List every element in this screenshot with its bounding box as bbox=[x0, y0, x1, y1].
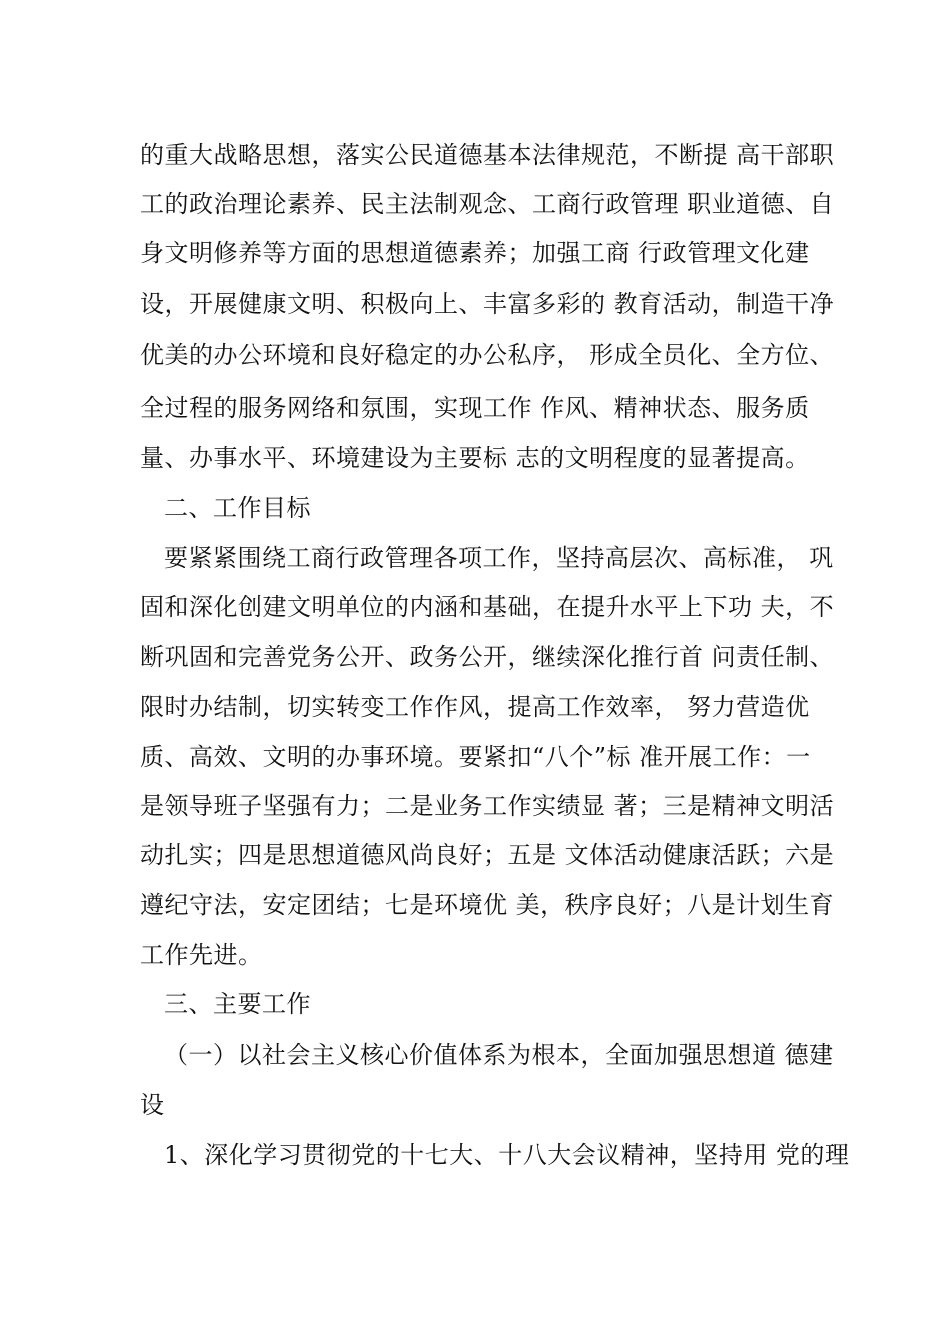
paragraph-line-7: 量、办事水平、环境建设为主要标 志的文明程度的显著提高。 bbox=[140, 444, 810, 472]
paragraph-line-10: 固和深化创建文明单位的内涵和基础，在提升水平上下功 夫，不 bbox=[140, 593, 835, 621]
section-heading-main-work: 三、主要工作 bbox=[164, 990, 311, 1018]
paragraph-line-2: 工的政治理论素养、民主法制观念、工商行政管理 职业道德、自 bbox=[140, 190, 835, 218]
paragraph-line-11: 断巩固和完善党务公开、政务公开，继续深化推行首 问责任制、 bbox=[140, 643, 835, 671]
paragraph-line-12: 限时办结制，切实转变工作作风，提高工作效率， 努力营造优 bbox=[140, 693, 810, 721]
subsection-heading-line-1: （一）以社会主义核心价值体系为根本，全面加强思想道 德建 bbox=[164, 1041, 834, 1069]
paragraph-line-13: 质、高效、文明的办事环境。要紧扣“八个”标 准开展工作：一 bbox=[140, 743, 811, 771]
paragraph-line-15: 动扎实；四是思想道德风尚良好；五是 文体活动健康活跃；六是 bbox=[140, 841, 835, 869]
paragraph-line-5: 优美的办公环境和良好稳定的办公私序， 形成全员化、全方位、 bbox=[140, 341, 835, 369]
paragraph-line-4: 设，开展健康文明、积极向上、丰富多彩的 教育活动，制造干净 bbox=[140, 290, 835, 318]
paragraph-line-6: 全过程的服务网络和氛围，实现工作 作风、精神状态、服务质 bbox=[140, 394, 810, 422]
paragraph-line-17: 工作先进。 bbox=[140, 941, 263, 969]
paragraph-line-3: 身文明修养等方面的思想道德素养；加强工商 行政管理文化建 bbox=[140, 239, 810, 267]
paragraph-line-9: 要紧紧围绕工商行政管理各项工作，坚持高层次、高标准， 巩 bbox=[164, 544, 834, 572]
paragraph-line-16: 遵纪守法，安定团结；七是环境优 美，秩序良好；八是计划生育 bbox=[140, 891, 835, 919]
paragraph-line-14: 是领导班子坚强有力；二是业务工作实绩显 著；三是精神文明活 bbox=[140, 792, 835, 820]
paragraph-line-1: 的重大战略思想，落实公民道德基本法律规范，不断提 高干部职 bbox=[140, 141, 835, 169]
subsection-heading-line-2: 设 bbox=[140, 1091, 165, 1119]
paragraph-line-21: 1、深化学习贯彻党的十七大、十八大会议精神，坚持用 党的理 bbox=[164, 1141, 850, 1169]
section-heading-goals: 二、工作目标 bbox=[164, 494, 311, 522]
